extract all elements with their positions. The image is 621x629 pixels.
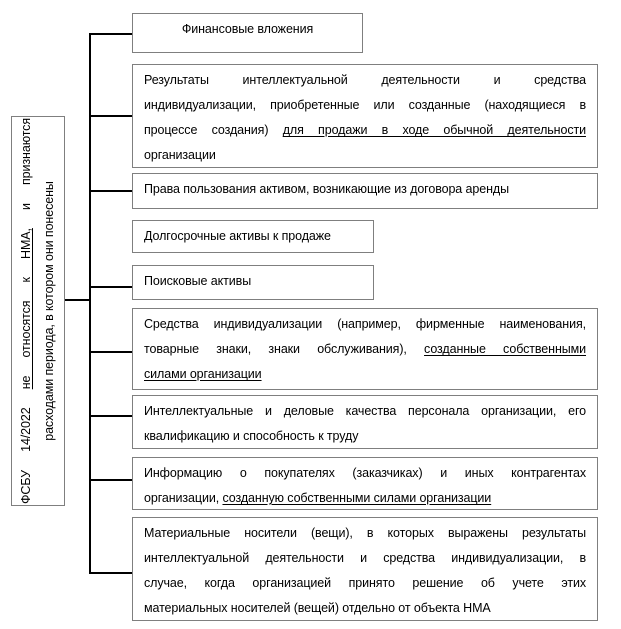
box-lease-rights: Права пользования активом, возникающие из договора аренды [132,173,598,209]
fsbu-standard-label: ФСБУ 14/2022 не относятся к НМА, и признаются расходами периода, в котором они понесены [19,117,56,504]
box-personnel-qualities: Интеллектуальные и деловые качества персонала организации, его квалификацию и способность к труду [132,395,598,449]
box-fsbu-standard [11,116,65,506]
box-material-carriers: Материальные носители (вещи), в которых выражены результаты интеллектуальной деятельности и средства индивидуализации, в случае, когда организацией принято решение об учете этих материальных носителей (вещей) отдельно от объекта НМА [132,517,598,621]
box-long-term-assets-for-sale: Долгосрочные активы к продаже [132,220,374,253]
connector-financial-investments [89,33,133,35]
connector-personnel-qualities [89,415,133,417]
connector-intellectual-results [89,115,133,117]
connector-lease-rights [89,190,133,192]
connector-individualization-means [89,351,133,353]
box-exploration-assets: Поисковые активы [132,265,374,300]
connector-left-box [65,299,90,301]
box-financial-investments: Финансовые вложения [132,13,363,53]
connector-customer-information [89,479,133,481]
connector-material-carriers [89,572,133,574]
box-intellectual-results: Результаты интеллектуальной деятельности и средства индивидуализации, приобретенные или созданные (находящиеся в процессе создания) для продажи в ходе обычной деятельности организации [132,64,598,168]
box-customer-information: Информацию о покупателях (заказчиках) и иных контрагентах организации, созданную собственными силами организации [132,457,598,510]
box-individualization-means: Средства индивидуализации (например, фирменные наименования, товарные знаки, знаки обслуживания), созданные собственными силами организации [132,308,598,390]
connector-exploration-assets [89,286,133,288]
